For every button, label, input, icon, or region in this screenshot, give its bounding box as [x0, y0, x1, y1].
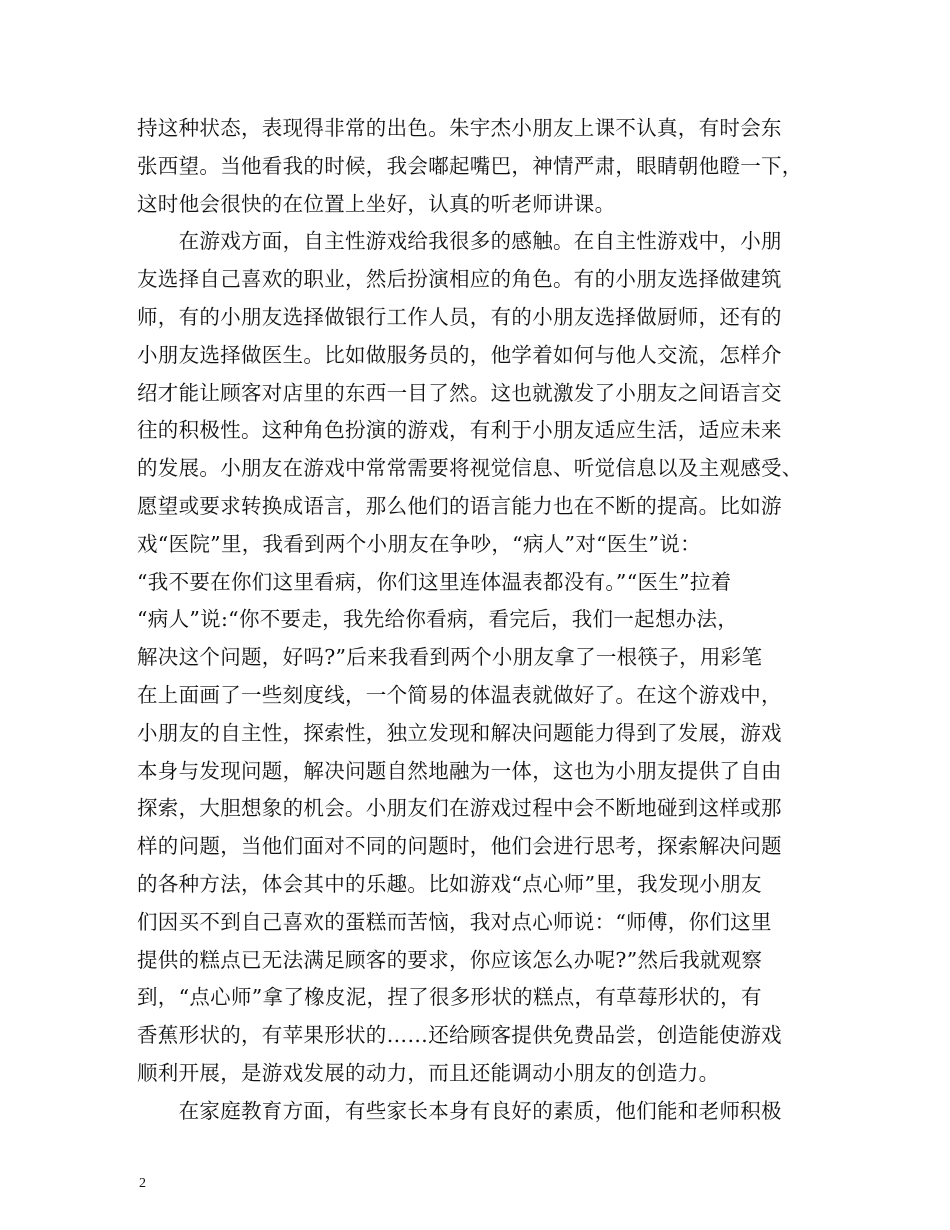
- text-line: 小朋友选择做医生。比如做服务员的，他学着如何与他人交流，怎样介: [137, 342, 782, 367]
- text-line: 探索，大胆想象的机会。小朋友们在游戏过程中会不断地碰到这样或那: [137, 796, 782, 821]
- body-text: [137, 110, 827, 1131]
- text-line: 香蕉形状的，有苹果形状的……还给顾客提供免费品尝，创造能使游戏: [137, 1023, 782, 1048]
- text-line: 样的问题，当他们面对不同的问题时，他们会进行思考，探索解决问题: [137, 834, 782, 859]
- text-line: 张西望。当他看我的时候，我会嘟起嘴巴，神情严肃，眼睛朝他瞪一下，: [137, 153, 803, 178]
- text-line: 提供的糕点已无法满足顾客的要求，你应该怎么办呢?”然后我就观察: [137, 947, 763, 972]
- text-line: “我不要在你们这里看病，你们这里连体温表都没有。”“医生”拉着: [137, 569, 732, 594]
- text-line: 在上面画了一些刻度线，一个简易的体温表就做好了。在这个游戏中，: [137, 682, 782, 707]
- page-number: 2: [139, 1176, 146, 1191]
- text-line: 到，“点心师”拿了橡皮泥，捏了很多形状的糕点，有草莓形状的，有: [137, 985, 762, 1010]
- text-line: 在家庭教育方面，有些家长本身有良好的素质，他们能和老师积极: [137, 1098, 782, 1123]
- text-line: 在游戏方面，自主性游戏给我很多的感触。在自主性游戏中，小朋: [137, 229, 782, 254]
- text-line: 这时他会很快的在位置上坐好，认真的听老师讲课。: [137, 191, 616, 216]
- text-line: “病人”说:“你不要走，我先给你看病，看完后，我们一起想办法，: [137, 607, 739, 632]
- text-line: 师，有的小朋友选择做银行工作人员，有的小朋友选择做厨师，还有的: [137, 304, 782, 329]
- text-line: 的发展。小朋友在游戏中常常需要将视觉信息、听觉信息以及主观感受、: [137, 456, 803, 481]
- text-line: 们因买不到自己喜欢的蛋糕而苦恼，我对点心师说：“师傅，你们这里: [137, 909, 772, 934]
- text-line: 戏“医院”里，我看到两个小朋友在争吵，“病人”对“医生”说：: [137, 531, 701, 556]
- text-line: 解决这个问题，好吗?”后来我看到两个小朋友拿了一根筷子，用彩笔: [137, 645, 763, 670]
- text-line: 小朋友的自主性，探索性，独立发现和解决问题能力得到了发展，游戏: [137, 720, 782, 745]
- text-line: 的各种方法，体会其中的乐趣。比如游戏“点心师”里，我发现小朋友: [137, 871, 762, 896]
- text-line: 往的积极性。这种角色扮演的游戏，有利于小朋友适应生活，适应未来: [137, 418, 782, 443]
- text-line: 愿望或要求转换成语言，那么他们的语言能力也在不断的提高。比如游: [137, 493, 782, 518]
- text-line: 友选择自己喜欢的职业，然后扮演相应的角色。有的小朋友选择做建筑: [137, 267, 782, 292]
- text-line: 顺利开展，是游戏发展的动力，而且还能调动小朋友的创造力。: [137, 1060, 720, 1085]
- text-line: 绍才能让顾客对店里的东西一目了然。这也就激发了小朋友之间语言交: [137, 380, 782, 405]
- text-line: 持这种状态，表现得非常的出色。朱宇杰小朋友上课不认真，有时会东: [137, 116, 782, 140]
- text-line: 本身与发现问题，解决问题自然地融为一体，这也为小朋友提供了自由: [137, 758, 782, 783]
